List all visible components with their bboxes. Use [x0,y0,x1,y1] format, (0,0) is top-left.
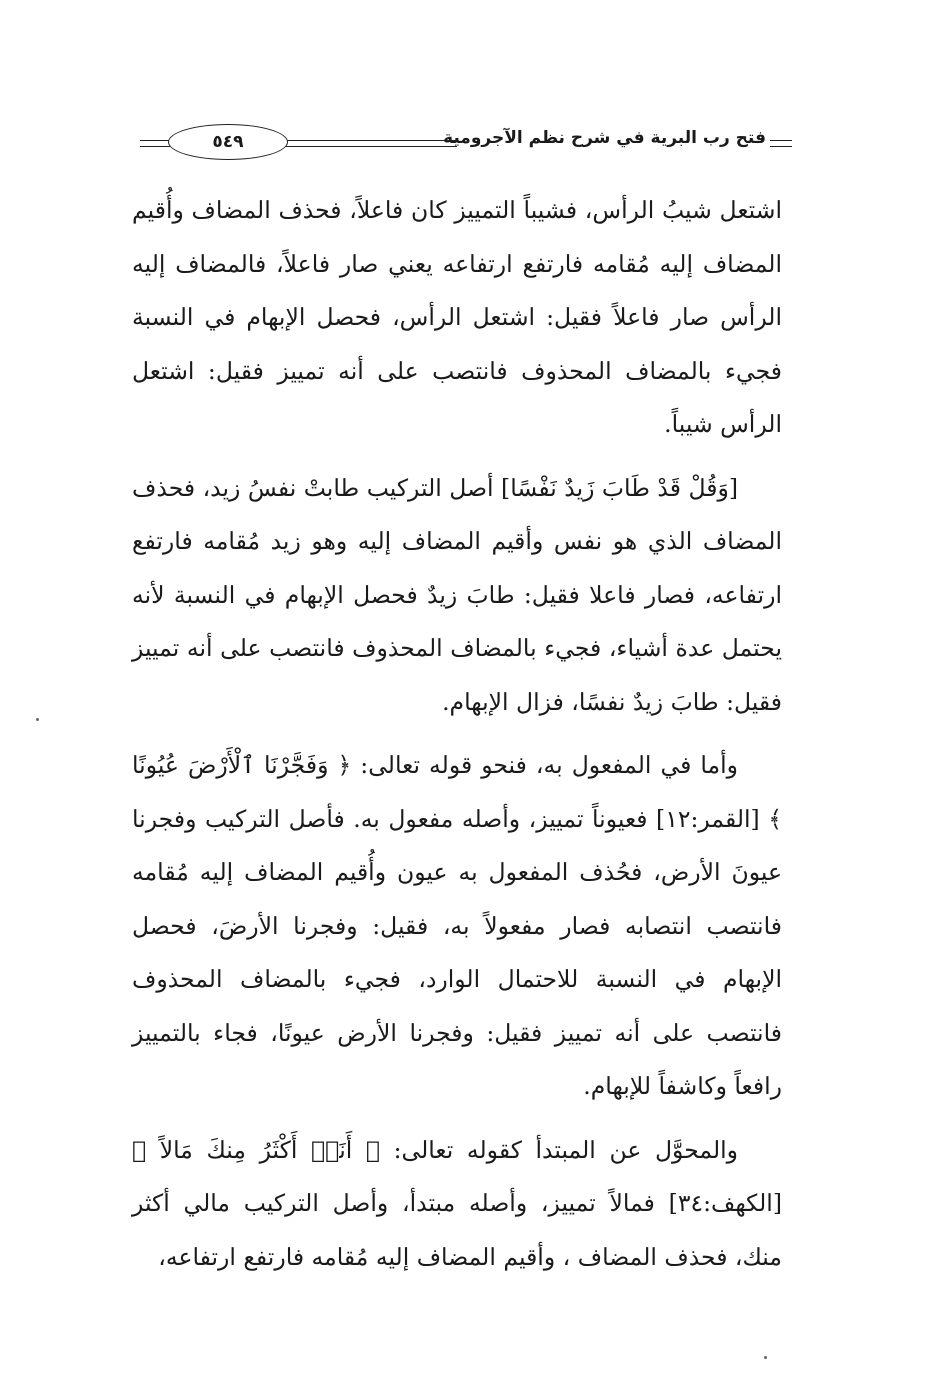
page-number: ٥٤٩ [168,124,288,160]
header-rule-right [770,140,792,147]
paragraph-3: وأما في المفعول به، فنحو قوله تعالى: ﴿ وَفَجَّرْنَا ٱلْأَرْضَ عُيُونًا ﴾ [القمر:١٢] فعيوناً تمييز، وأصله مفعول به. فأصل التركيب وفجرنا عيونَ الأرض، فحُذف المفعول به عيون وأُقيم المضاف إليه مُقامه فانتصب انتصابه فصار مفعولاً به، فقيل: وفجرنا الأرضَ، فحصل الإبهام في النسبة للاحتمال الوارد، فجيء بالمضاف المحذوف فانتصب على أنه تمييز فقيل: وفجرنا الأرض عيونًا، فجاء بالتمييز رافعاً وكاشفاً للإبهام. [132,751,782,1100]
paragraph-2: [وَقُلْ قَدْ طَابَ زَيدٌ نَفْسًا] أصل التركيب طابتْ نفسُ زيد، فحذف المضاف الذي هو نفس وأقيم المضاف إليه وهو زيد مُقامه فارتفع ارتفاعه، فصار فاعلا فقيل: طابَ زيدٌ فحصل الإبهام في النسبة لأنه يحتمل عدة أشياء، فجيء بالمضاف المحذوف فانتصب على أنه تمييز فقيل: طابَ زيدٌ نفسًا، فزال الإبهام. [132,473,782,716]
scan-speck [764,1356,767,1359]
book-title: فتح رب البرية في شرح نظم الآجرومية [443,128,766,148]
header-rule-left [140,140,170,147]
scan-speck [36,718,39,721]
paragraph-4: والمحوَّل عن المبتدأ كقوله تعالى: ﴿ أَنَا۠ أَكْثَرُ مِنكَ مَالاً ﴾ [الكهف:٣٤] فمالاً تمييز، وأصله مبتدأ، وأصل التركيب مالي أكثر منك، فحذف المضاف ، وأقيم المضاف إليه مُقامه فارتفع ارتفاعه، [132,1135,782,1271]
page-body [132,184,782,1284]
paragraph-1: اشتعل شيبُ الرأس، فشيباً التمييز كان فاعلاً، فحذف المضاف وأُقيم المضاف إليه مُقامه فارتفع ارتفاعه يعني صار فاعلاً، فالمضاف إليه الرأس صار فاعلاً فقيل: اشتعل الرأس، فحصل الإبهام في النسبة فجيء بالمضاف المحذوف فانتصب على أنه تمييز فقيل: اشتعل الرأس شيباً. [132,196,782,438]
header-rule-middle [280,140,457,147]
running-header [140,120,792,160]
